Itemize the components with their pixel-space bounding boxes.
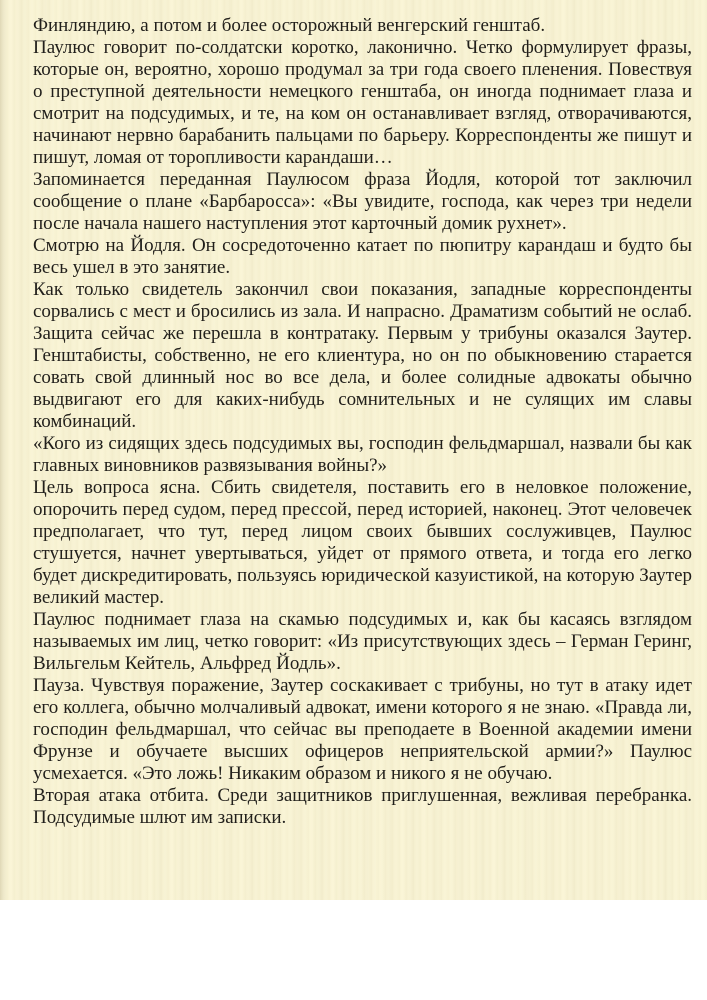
paragraph: Запоминается переданная Паулюсом фраза Йодля, которой тот заключил сообщение о плане «Барбаросса»: «Вы увидите, господа, как через три недели после начала нашего наступления этот карточный домик рухнет». bbox=[33, 169, 692, 234]
page-text bbox=[33, 15, 692, 829]
paragraph: Цель вопроса ясна. Сбить свидетеля, поставить его в неловкое положение, опорочить перед судом, перед прессой, перед историей, наконец. Этот человечек предполагает, что тут, перед лицом своих бывших сослуживцев, Паулюс стушуется, начнет увертываться, уйдет от прямого ответа, и тогда его легко будет дискредитировать, пользуясь юридической казуистикой, на которую Заутер великий мастер. bbox=[33, 477, 692, 608]
page-bottom-gap bbox=[0, 900, 707, 1000]
paragraph: Смотрю на Йодля. Он сосредоточенно катает по пюпитру карандаш и будто бы весь ушел в это занятие. bbox=[33, 235, 692, 278]
paragraph: Паулюс поднимает глаза на скамью подсудимых и, как бы касаясь взглядом называемых им лиц, четко говорит: «Из присутствующих здесь – Герман Геринг, Вильгельм Кейтель, Альфред Йодль». bbox=[33, 609, 692, 674]
paragraph: Паулюс говорит по-солдатски коротко, лаконично. Четко формулирует фразы, которые он, вероятно, хорошо продумал за три года своего пленения. Повествуя о преступной деятельности немецкого генштаба, он иногда поднимает глаза и смотрит на подсудимых, и те, на ком он останавливает взгляд, отворачиваются, начинают нервно барабанить пальцами по барьеру. Корреспонденты же пишут и пишут, ломая от торопливости карандаши… bbox=[33, 37, 692, 168]
paragraph: Вторая атака отбита. Среди защитников приглушенная, вежливая перебранка. Подсудимые шлют им записки. bbox=[33, 785, 692, 828]
paragraph: Как только свидетель закончил свои показания, западные корреспонденты сорвались с мест и бросились из зала. И напрасно. Драматизм событий не ослаб. Защита сейчас же перешла в контратаку. Первым у трибуны оказался Заутер. Генштабисты, собственно, не его клиентура, но он по обыкновению старается совать свой длинный нос во все дела, и более солидные адвокаты обычно выдвигают его для каких-нибудь сомнительных и не сулящих им славы комбинаций. bbox=[33, 279, 692, 432]
paragraph: Пауза. Чувствуя поражение, Заутер соскакивает с трибуны, но тут в атаку идет его коллега, обычно молчаливый адвокат, имени которого я не знаю. «Правда ли, господин фельдмаршал, что сейчас вы преподаете в Военной академии имени Фрунзе и обучаете высших офицеров неприятельской армии?» Паулюс усмехается. «Это ложь! Никаким образом и никого я не обучаю. bbox=[33, 675, 692, 784]
paragraph: Финляндию, а потом и более осторожный венгерский генштаб. bbox=[33, 15, 546, 36]
paragraph: «Кого из сидящих здесь подсудимых вы, господин фельдмаршал, назвали бы как главных виновников развязывания войны?» bbox=[33, 433, 692, 476]
